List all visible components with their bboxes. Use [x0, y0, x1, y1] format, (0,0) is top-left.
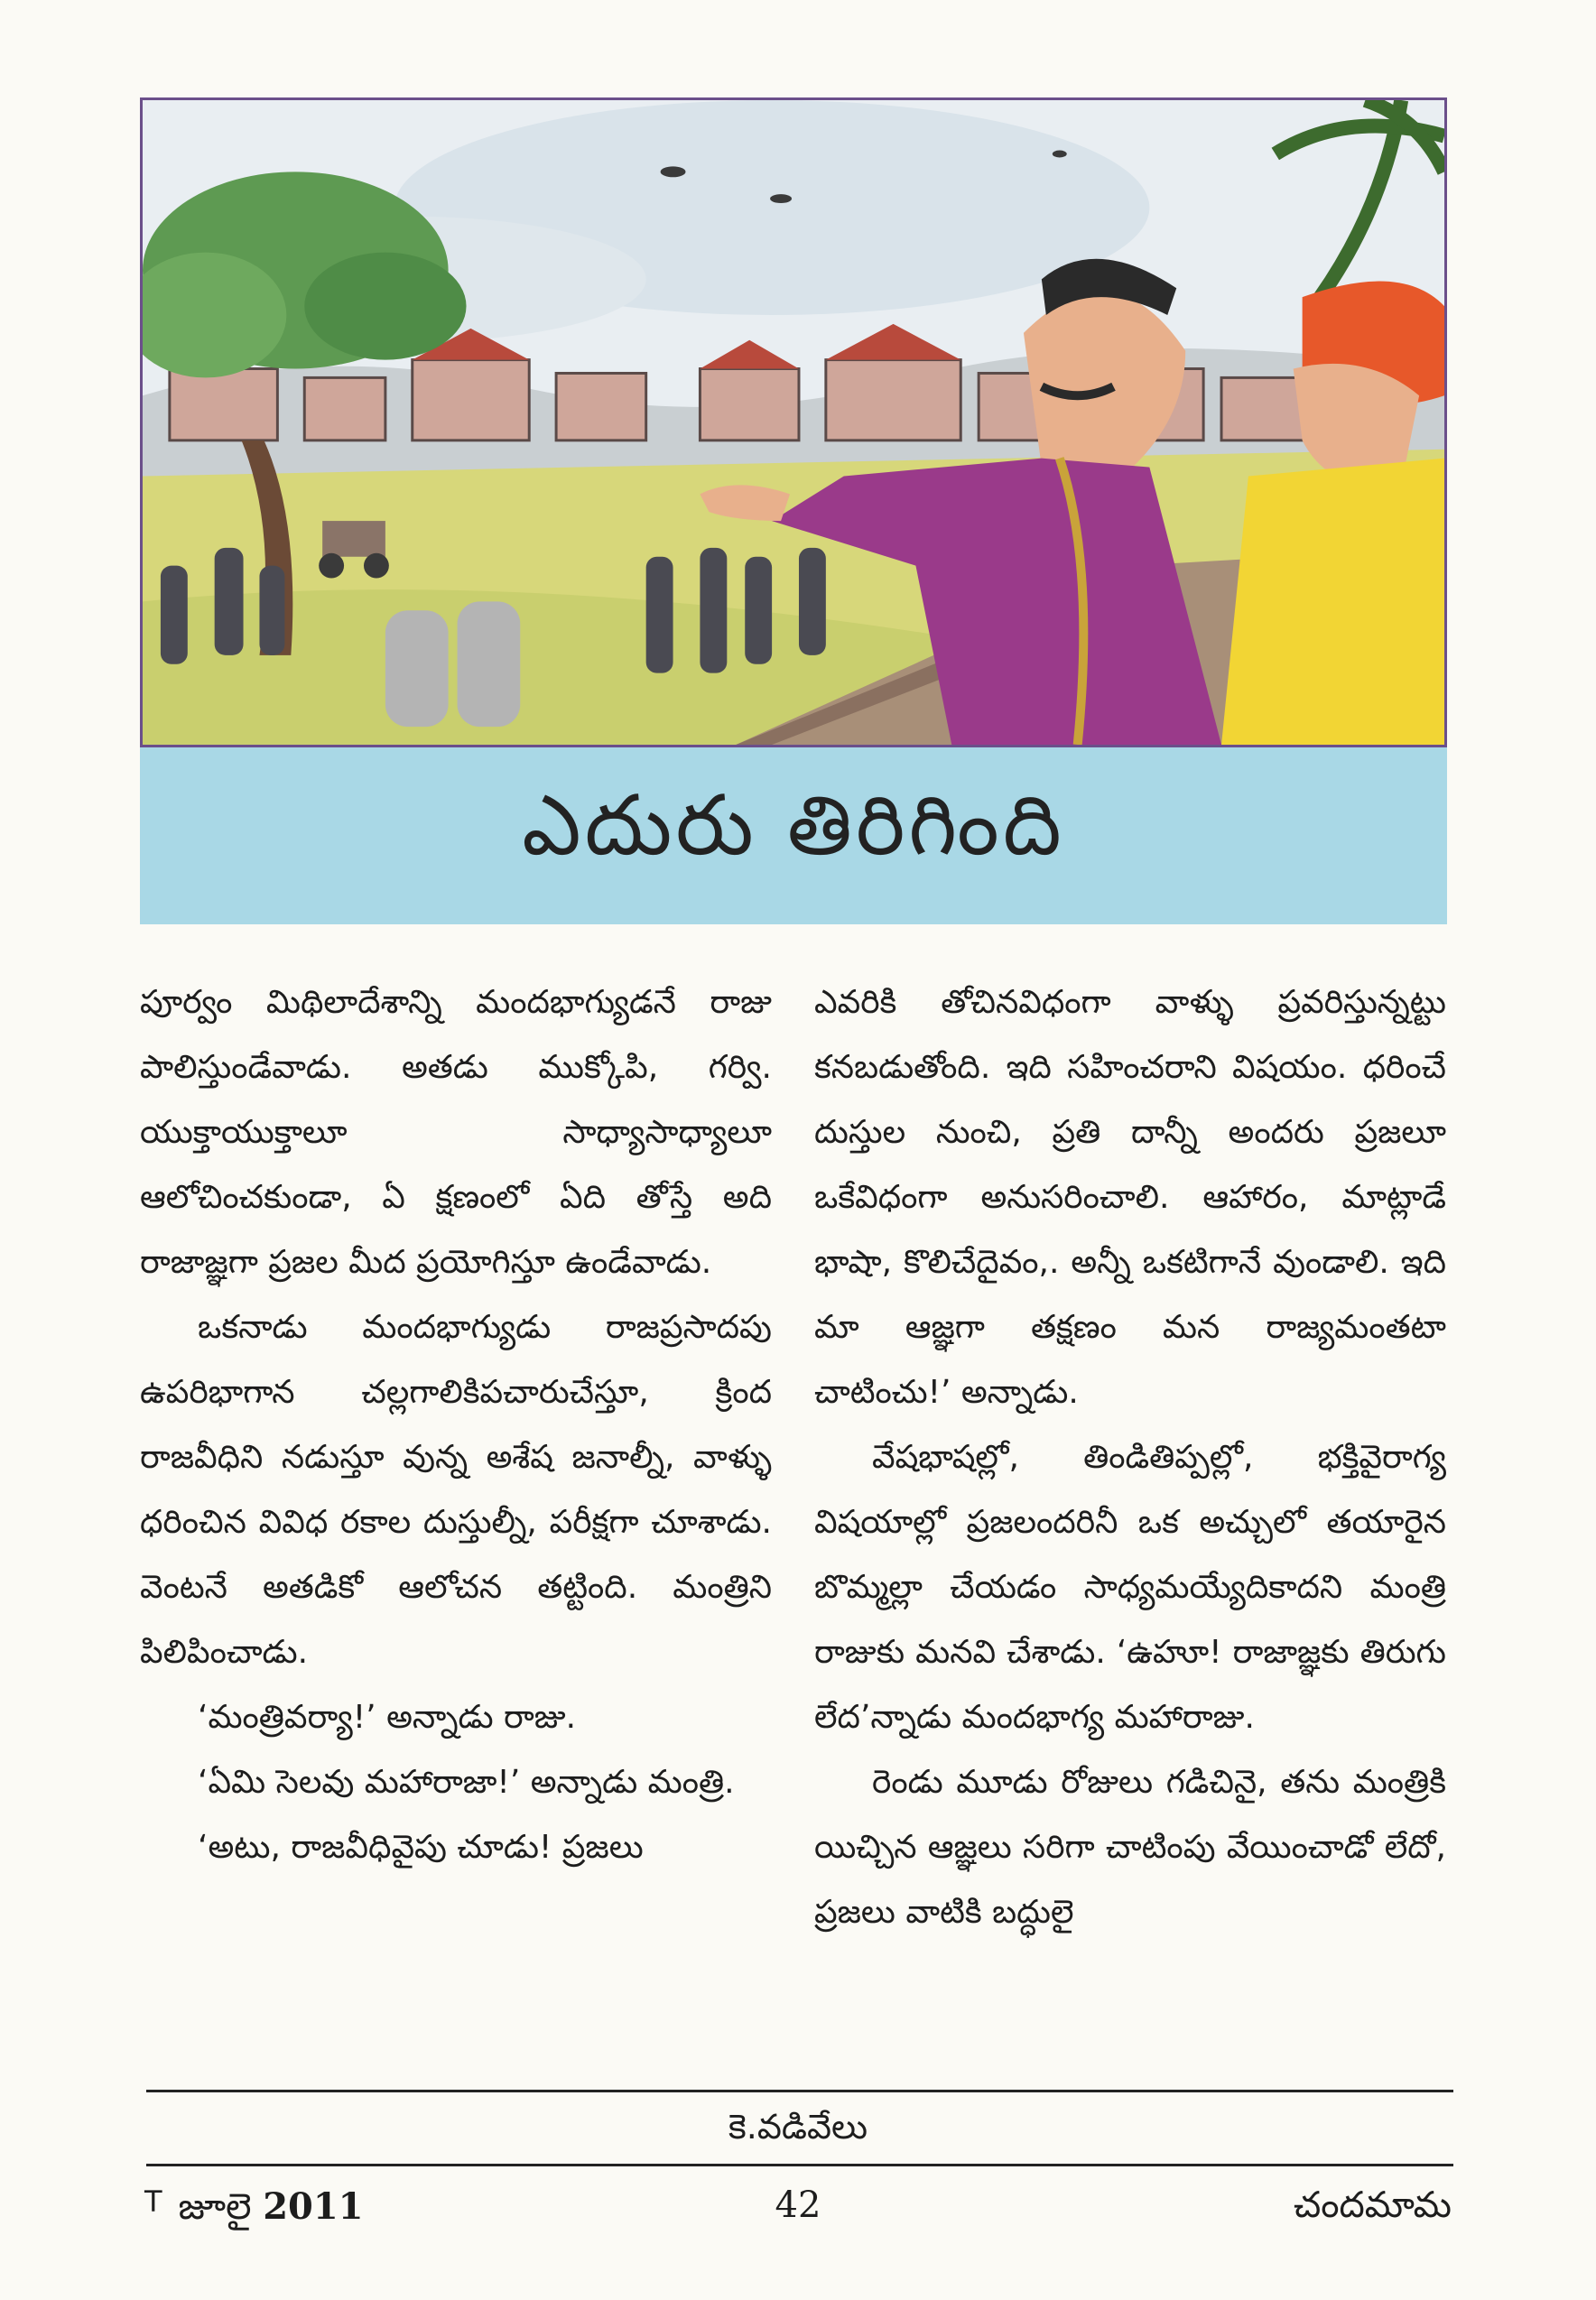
footer-year: 2011 [263, 2185, 364, 2228]
paragraph: రెండు మూడు రోజులు గడిచినై, తను మంత్రికి యిచ్చిన ఆజ్ఞలు సరిగా చాటింపు వేయించాడో లేదో, ప్రజలు వాటికి బద్ధులై [814, 1764, 1446, 1931]
page-number: 42 [775, 2184, 821, 2226]
paragraph: ఒకనాడు మందభాగ్యుడు రాజప్రసాదపు ఉపరిభాగాన చల్లగాలికిపచారుచేస్తూ, క్రింద రాజవీధిని నడుస్తూ వున్న అశేష జనాల్నీ, వాళ్ళు ధరించిన వివిధ రకాల దుస్తుల్నీ, పరీక్షగా చూశాడు. వెంటనే అతడికో ఆలోచన తట్టింది. మంత్రిని పిలిపించాడు. [140, 1309, 772, 1671]
footer-symbol: T [144, 2184, 162, 2219]
paragraph: ‘మంత్రివర్యా!’ అన్నాడు రాజు. [198, 1699, 577, 1736]
paragraph: వేషభాషల్లో, తిండితిప్పల్లో, భక్తివైరాగ్య విషయాల్లో ప్రజలందరినీ ఒక అచ్చులో తయారైన బొమ్మల్లా చేయడం సాధ్యమయ్యేదికాదని మంత్రి రాజుకు మనవి చేశాడు. ‘ఉహూ! రాజాజ్ఞకు తిరుగు లేద’న్నాడు మందభాగ్య మహారాజు. [814, 1439, 1446, 1736]
divider-bottom [146, 2164, 1453, 2166]
footer-month: జూలై [178, 2186, 252, 2228]
paragraph: ‘ఏమి సెలవు మహారాజా!’ అన్నాడు మంత్రి. [198, 1764, 735, 1801]
magazine-name: చందమామ [1293, 2184, 1452, 2226]
paragraph: ఎవరికి తోచినవిధంగా వాళ్ళు ప్రవరిస్తున్నట్టు కనబడుతోంది. ఇది సహించరాని విషయం. ధరించే దుస్తుల నుంచి, ప్రతి దాన్నీ అందరు ప్రజలూ ఒకేవిధంగా అనుసరించాలి. ఆహారం, మాట్లాడే భాషా, కొలిచేదైవం,. అన్నీ ఒకటిగానే వుండాలి. ఇది మా ఆజ్ఞగా తక్షణం మన రాజ్యమంతటా చాటించు!’ అన్నాడు. [814, 984, 1446, 1411]
story-title: ఎదురు తిరిగింది [522, 777, 1065, 874]
king-pointing-illustration-icon [143, 100, 1444, 745]
paragraph: పూర్వం మిథిలాదేశాన్ని మందభాగ్యుడనే రాజు పాలిస్తుండేవాడు. అతడు ముక్కోపి, గర్వి. యుక్తాయుక్తాలూ సాధ్యాసాధ్యాలూ ఆలోచించకుండా, ఏ క్షణంలో ఏది తోస్తే అది రాజాజ్ఞగా ప్రజల మీద ప్రయోగిస్తూ ఉండేవాడు. [140, 984, 772, 1281]
paragraph: ‘అటు, రాజవీధివైపు చూడు! ప్రజలు [198, 1829, 644, 1866]
story-illustration [140, 97, 1447, 747]
title-band [140, 747, 1447, 924]
right-column [814, 970, 1446, 1945]
left-column [140, 970, 772, 1880]
divider-top [146, 2090, 1453, 2092]
author-name: కె.వడివేలు [728, 2107, 868, 2147]
